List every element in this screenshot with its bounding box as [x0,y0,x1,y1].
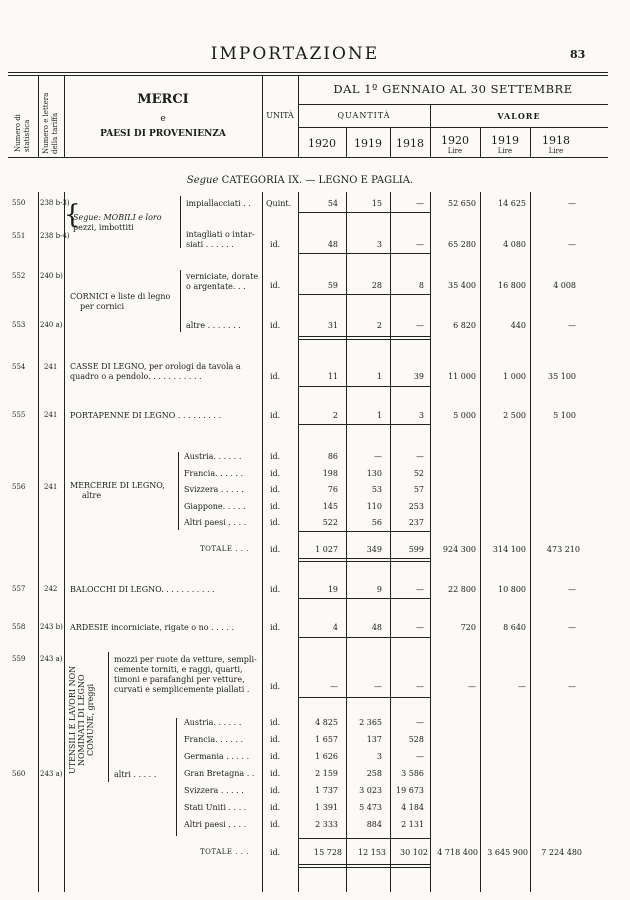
qty-1918: 19 673 [396,786,424,795]
row-label-line: o argentate. . . [186,282,246,291]
qty-1920: 48 [327,240,338,249]
val-1918: 5 100 [553,411,576,420]
col-header-merci: MERCI [137,92,189,107]
header-top-rule [8,72,608,73]
tariff-number: 241 [44,483,58,491]
qty-1918: 237 [408,518,424,527]
tariff-number: 243 b) [40,623,63,631]
qty-1919: 9 [376,585,382,594]
qty-1918: — [416,752,424,761]
val-1918: — [568,623,576,632]
val-1919: 10 800 [498,585,526,594]
qty-1919: 5 473 [359,803,382,812]
lire-label: Lire [447,147,463,155]
qty-1918: — [416,585,424,594]
stat-number: 550 [12,199,26,207]
qty-1919: 3 [376,752,382,761]
stat-number: 556 [12,483,26,491]
row-unit: id. [270,518,281,527]
qty-1919: 2 [376,321,382,330]
val-1919: 16 800 [498,281,526,290]
stat-number: 555 [12,411,26,419]
col-header-quantita: QUANTITÀ [337,111,391,120]
qty-1918: 2 131 [401,820,424,829]
qty-1920: 76 [327,485,338,494]
qty-1919: 3 023 [359,786,382,795]
header-bottom-rule [8,157,608,158]
row-label: altre . . . . . . . [186,321,241,330]
val-1918: — [568,682,576,691]
row-unit: id. [270,769,281,778]
row-rule [298,424,430,425]
qty-1918: 57 [413,485,424,494]
val-1918: — [568,240,576,249]
qty-1919: 48 [371,623,382,632]
qty-1918: — [416,623,424,632]
col-header-statistica: Numero di statistica [14,114,31,152]
row-rule [298,339,430,340]
qty-1918: 599 [408,545,424,554]
brace-rule [176,718,177,836]
group-label: Segue: MOBILI e loro [73,213,162,222]
val-1920: 22 800 [448,585,476,594]
country-name: Germania . . . . . [184,752,250,761]
qty-1920: 2 333 [315,820,338,829]
country-name: Francia. . . . . . [184,468,244,478]
row-unit: id. [270,281,281,290]
group-label: CORNICI e liste di legno [70,292,171,301]
country-name: Altri paesi . . . . [184,518,247,527]
val-1919: 1 000 [503,372,526,381]
qty-1920: 1 626 [315,752,338,761]
qty-1918: — [416,199,424,208]
val-1920: 65 280 [448,240,476,249]
qty-1920: 1 737 [315,786,338,795]
row-unit: id. [270,735,281,744]
country-name: Altri paesi . . . . [184,820,247,829]
col-header-tariffa: Numero e lettera della tariffa [42,92,59,154]
qty-1919: 884 [366,820,382,829]
year-q-1918: 1918 [396,137,424,150]
tariff-number: 241 [44,411,58,419]
row-rule [298,838,430,839]
qty-1920: 2 [332,411,338,420]
val-1920: 5 000 [453,411,476,420]
header-top-rule-2 [8,75,608,76]
row-unit: id. [270,786,281,795]
val-1919: — [518,682,526,691]
country-name: Giappone. . . . . [184,501,246,511]
qty-1918: 4 184 [401,803,424,812]
year-q-1920: 1920 [308,137,336,150]
row-unit: id. [270,682,281,691]
row-rule [298,212,430,213]
country-name: Stati Uniti . . . . [184,803,247,812]
lire-label: Lire [497,147,513,155]
year-v-1920: 1920 [441,134,469,147]
val-1920: 924 300 [442,545,476,554]
row-unit: id. [270,372,281,381]
qty-1919: 28 [371,281,382,290]
tariff-number: 240 a) [40,321,63,329]
val-1919: 8 640 [503,623,526,632]
stat-number: 553 [12,321,26,329]
row-rule [298,531,430,532]
val-1920: 52 650 [448,199,476,208]
qty-1918: 30 102 [400,848,428,857]
qty-1919: — [374,452,382,461]
country-name: Austria. . . . . . [184,718,242,727]
row-unit: id. [270,411,281,420]
qty-1920: 19 [327,585,338,594]
qty-1918: 3 586 [401,769,424,778]
row-unit: id. [270,752,281,761]
stat-number: 554 [12,363,26,371]
row-label: impiallacciati . . [186,199,251,208]
qty-1919: — [374,682,382,691]
val-1920: 35 400 [448,281,476,290]
utensili-side-label: UTENSILI E LAVORI NON NOMINATI DI LEGNO COMUNE, greggi [68,665,95,775]
qty-1919: 1 [376,411,382,420]
group-label: pezzi, imbottiti [73,223,134,232]
val-1920: 720 [460,623,476,632]
section-heading [120,175,480,186]
body-col-rule [64,192,65,892]
qty-1920: — [330,682,338,691]
row-unit: id. [270,452,281,461]
qty-1920: 54 [327,199,338,208]
qty-1920: 11 [327,372,338,381]
qty-1918: 253 [408,501,424,511]
row-label [186,272,258,292]
val-1918: 7 224 480 [541,848,582,857]
altri-label: altri . . . . . [114,770,157,779]
row-rule [298,294,430,295]
qty-1920: 4 825 [315,718,338,727]
row-label-line: MERCERIE DI LEGNO, [70,481,165,490]
col-header-period: DAL 1º GENNAIO AL 30 SETTEMBRE [333,82,573,96]
qty-1920: 198 [322,468,338,478]
qty-1918: — [416,718,424,727]
brace-rule [180,196,181,248]
row-rule [298,253,430,254]
row-unit: id. [270,820,281,829]
tariff-number: 241 [44,363,58,371]
qty-1920: 145 [322,501,338,511]
stat-number: 560 [12,770,26,778]
row-label-line: quadro o a pendolo. . . . . . . . . . . [70,372,202,381]
mozzi-line: curvati e semplicemente piallati . [114,685,250,694]
qty-1918: — [416,321,424,330]
section-segue: Segue [186,175,219,186]
qty-1920: 59 [327,281,338,290]
row-unit: id. [270,623,281,632]
qty-1920: 1 657 [315,735,338,744]
qty-1920: 1 027 [315,545,338,554]
lire-label: Lire [548,147,564,155]
qty-1918: 8 [418,281,424,290]
row-rule [298,867,430,868]
row-rule [298,637,430,638]
val-1918: 35 100 [548,372,576,381]
row-label: PORTAPENNE DI LEGNO . . . . . . . . . [70,411,222,420]
val-1920: 6 820 [453,321,476,330]
tariff-number: 240 b) [40,272,63,280]
row-unit: id. [270,468,281,478]
tariff-number: 243 a) [40,770,63,778]
tariff-number: 242 [44,585,58,593]
group-mobili [73,213,162,233]
col-header-e: e [160,114,166,124]
val-1919: 2 500 [503,411,526,420]
row-label-line: CASSE DI LEGNO, per orologi da tavola a [70,362,241,371]
mozzi-description [114,655,257,695]
body-col-rule [530,192,531,892]
stat-number: 559 [12,655,26,663]
qty-1919: 3 [376,240,382,249]
stat-number: 557 [12,585,26,593]
qty-1918: 52 [413,468,424,478]
qty-1919: 2 365 [359,718,382,727]
body-col-rule [430,192,431,892]
body-col-rule [38,192,39,892]
country-name: Austria. . . . . . [184,452,242,461]
row-rule [298,386,430,387]
row-unit: id. [270,803,281,812]
qty-1920: 86 [327,452,338,461]
row-rule [298,697,430,698]
qty-1919: 12 153 [358,848,386,857]
country-name: Svizzera . . . . . [184,786,244,795]
tariff-number: 243 a) [40,655,63,663]
year-v-1919: 1919 [491,134,519,147]
row-unit: id. [270,585,281,594]
qty-1918: 528 [408,735,424,744]
row-unit: id. [270,321,281,330]
col-header-valore: VALORE [497,111,541,121]
val-1918: 4 008 [553,281,576,290]
row-label-line: siati . . . . . . [186,240,234,249]
qty-1920: 31 [327,321,338,330]
val-1920: 4 718 400 [437,848,478,857]
row-label [186,230,255,250]
qty-1920: 1 391 [315,803,338,812]
row-label: ARDESIE incorniciate, rigate o no . . . . . [70,623,234,632]
page-number: 83 [570,48,586,61]
page-title: IMPORTAZIONE [210,44,380,64]
qty-1920: 2 159 [315,769,338,778]
val-1919: 440 [510,321,526,330]
country-name: Svizzera . . . . . [184,485,244,494]
mozzi-line: timoni e parafanghi per vetture, [114,675,245,684]
qty-1919: 56 [371,518,382,527]
tariff-number: 238 b-3) [40,199,70,207]
row-rule [298,558,430,559]
qty-1920: 15 728 [314,848,342,857]
qty-1919: 15 [371,199,382,208]
val-1919: 4 080 [503,240,526,249]
row-unit: id. [270,240,281,249]
row-label [70,362,241,382]
row-rule [298,561,430,562]
year-v-1918: 1918 [542,134,570,147]
section-title: CATEGORIA IX. — LEGNO E PAGLIA. [221,175,414,186]
group-cornici [70,292,170,312]
brace-rule [108,652,109,782]
stat-number: 558 [12,623,26,631]
col-divider [38,75,39,157]
brace-rule [178,452,179,530]
qty-1918: 3 [418,411,424,420]
qty-1919: 130 [366,468,382,478]
total-label: TOTALE . . . [200,848,249,856]
val-1919: 14 625 [498,199,526,208]
group-label: per cornici [80,302,125,311]
row-unit: id. [270,848,281,857]
row-label-line: verniciate, dorate [186,272,259,281]
tariff-number: 238 b-4) [40,232,70,240]
row-rule [298,336,430,337]
row-unit: id. [270,718,281,727]
brace-mobili: { [64,200,81,230]
country-name: Francia. . . . . . [184,735,244,744]
qty-1920: 522 [322,518,338,527]
row-rule [298,864,430,865]
row-label: BALOCCHI DI LEGNO. . . . . . . . . . . [70,585,215,594]
row-unit: id. [270,501,281,511]
brace-rule [180,270,181,332]
subhead-rule [298,127,608,128]
row-label [70,481,165,501]
stat-number: 552 [12,272,26,280]
qty-1919: 1 [376,372,382,381]
qty-1918: — [416,240,424,249]
country-name: Gran Bretagna . . [184,769,255,778]
qty-1919: 349 [366,545,382,554]
row-unit: Quint. [266,199,292,208]
mozzi-line: cemente torniti, e raggi, quarti, [114,665,243,674]
val-1918: — [568,585,576,594]
stat-number: 551 [12,232,26,240]
row-rule [298,598,430,599]
year-q-1919: 1919 [354,137,382,150]
period-rule [298,104,608,105]
val-1918: — [568,321,576,330]
val-1918: 473 210 [546,545,580,554]
qty-1920: 4 [332,623,338,632]
qty-1919: 137 [366,735,382,744]
qty-1919: 53 [371,485,382,494]
body-col-rule [262,192,263,892]
val-1920: 11 000 [448,372,476,381]
row-unit: id. [270,485,281,494]
qty-1918: 39 [413,372,424,381]
qty-1918: — [416,452,424,461]
row-unit: id. [270,545,281,554]
row-label-line: intagliati o intar- [186,230,255,239]
qty-1919: 258 [366,769,382,778]
col-header-unita: UNITÀ [266,111,294,120]
total-label: TOTALE . . . [200,545,249,553]
val-1918: — [568,199,576,208]
body-col-rule [480,192,481,892]
mozzi-line: mozzi per ruote da vetture, sempli- [114,655,257,664]
qty-1918: — [416,682,424,691]
col-header-paesi: PAESI DI PROVENIENZA [100,129,226,139]
qty-1919: 110 [366,501,382,511]
val-1919: 314 100 [492,545,526,554]
val-1920: — [468,682,476,691]
row-label-line: altre [82,491,102,500]
val-1919: 3 645 900 [487,848,528,857]
